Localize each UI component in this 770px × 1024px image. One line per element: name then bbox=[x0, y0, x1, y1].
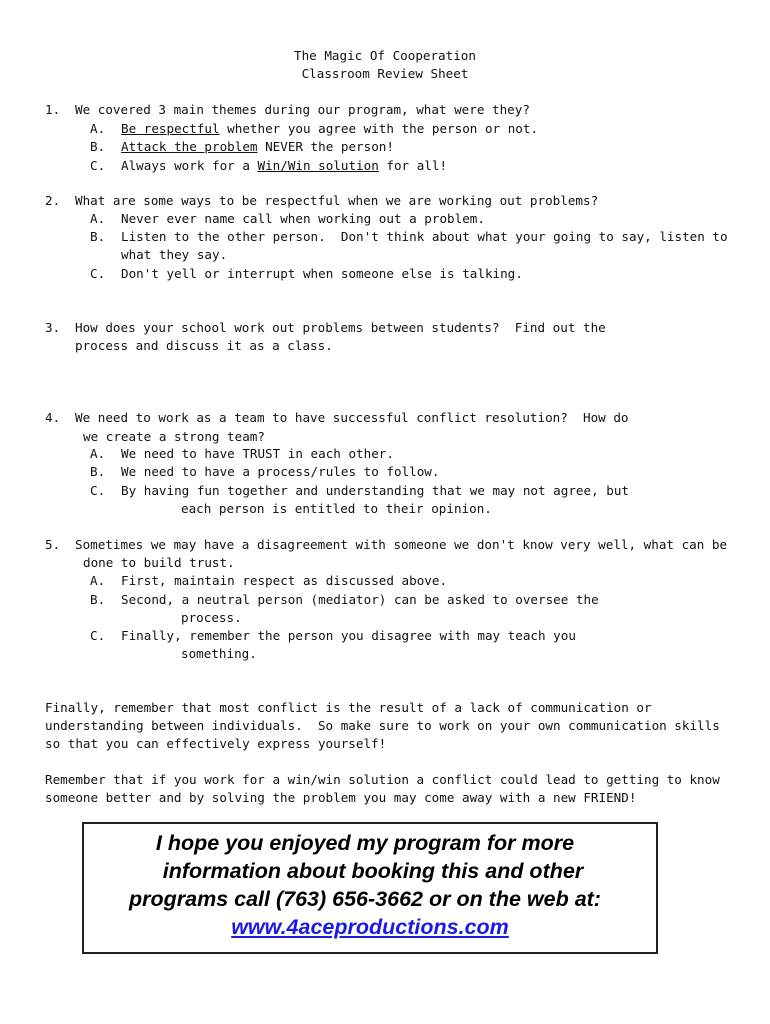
q4-c-cont: each person is entitled to their opinion. bbox=[181, 501, 492, 516]
promo-line: I hope you enjoyed my program for more bbox=[155, 831, 575, 855]
q2-b-cont: what they say. bbox=[121, 247, 228, 262]
q1-b-item bbox=[121, 138, 394, 156]
q2-c-letter: C. bbox=[90, 266, 106, 281]
q1-a-underlined: Be respectful bbox=[121, 121, 220, 136]
para2-line: someone better and by solving the problem you may come away with a new FRIEND! bbox=[45, 790, 637, 805]
q5-b-cont: process. bbox=[181, 610, 242, 625]
promo-line: programs call (763) 656-3662 or on the web at: bbox=[129, 887, 601, 911]
q2-a-text: Never ever name call when working out a problem. bbox=[121, 211, 485, 226]
q5-a-text: First, maintain respect as discussed above. bbox=[121, 573, 448, 588]
q1-a-rest: whether you agree with the person or not. bbox=[219, 121, 539, 136]
q4-c-letter: C. bbox=[90, 483, 106, 498]
q5-c-cont: something. bbox=[181, 646, 257, 661]
q2-c-text: Don't yell or interrupt when someone else is talking. bbox=[121, 266, 523, 281]
website-link[interactable]: www.4aceproductions.com bbox=[231, 915, 509, 939]
q2-text: What are some ways to be respectful when we are working out problems? bbox=[75, 193, 599, 208]
q1-text: We covered 3 main themes during our program, what were they? bbox=[75, 102, 530, 117]
promo-link-row bbox=[82, 913, 658, 941]
q3-number: 3. bbox=[45, 320, 61, 335]
q5-b-letter: B. bbox=[90, 592, 106, 607]
q2-a-letter: A. bbox=[90, 211, 106, 226]
q1-c-underlined: Win/Win solution bbox=[257, 158, 379, 173]
q4-b-letter: B. bbox=[90, 464, 106, 479]
q4-b-text: We need to have a process/rules to follow. bbox=[121, 464, 440, 479]
q5-cont: done to build trust. bbox=[83, 555, 235, 570]
para2-line: Remember that if you work for a win/win solution a conflict could lead to getting to know bbox=[45, 772, 720, 787]
q4-cont: we create a strong team? bbox=[83, 429, 265, 444]
para1-line: so that you can effectively express yourself! bbox=[45, 736, 387, 751]
q4-c-text: By having fun together and understanding that we may not agree, but bbox=[121, 483, 629, 498]
para1-line: Finally, remember that most conflict is the result of a lack of communication or bbox=[45, 700, 652, 715]
q4-a-text: We need to have TRUST in each other. bbox=[121, 446, 394, 461]
q3-text: How does your school work out problems between students? Find out the bbox=[75, 320, 606, 335]
q1-a-letter: A. bbox=[90, 121, 106, 136]
q2-b-text: Listen to the other person. Don't think about what your going to say, listen to bbox=[121, 229, 728, 244]
q1-b-letter: B. bbox=[90, 139, 106, 154]
q5-a-letter: A. bbox=[90, 573, 106, 588]
page-title: The Magic Of Cooperation bbox=[294, 48, 476, 63]
q5-number: 5. bbox=[45, 537, 61, 552]
q1-c-item bbox=[121, 157, 447, 175]
q3-cont: process and discuss it as a class. bbox=[75, 338, 333, 353]
q1-b-underlined: Attack the problem bbox=[121, 139, 258, 154]
q1-c-pre: Always work for a bbox=[121, 158, 258, 173]
q1-c-letter: C. bbox=[90, 158, 106, 173]
q5-c-letter: C. bbox=[90, 628, 106, 643]
q4-a-letter: A. bbox=[90, 446, 106, 461]
q2-b-letter: B. bbox=[90, 229, 106, 244]
q5-b-text: Second, a neutral person (mediator) can be asked to oversee the bbox=[121, 592, 599, 607]
q1-number: 1. bbox=[45, 102, 61, 117]
q1-a-item bbox=[121, 120, 538, 138]
page-subtitle: Classroom Review Sheet bbox=[301, 66, 469, 81]
q5-text: Sometimes we may have a disagreement with someone we don't know very well, what can be bbox=[75, 537, 728, 552]
q1-c-rest: for all! bbox=[378, 158, 448, 173]
q2-number: 2. bbox=[45, 193, 61, 208]
q4-number: 4. bbox=[45, 410, 61, 425]
q1-b-rest: NEVER the person! bbox=[257, 139, 394, 154]
promo-line: information about booking this and other bbox=[156, 859, 584, 883]
q5-c-text: Finally, remember the person you disagree with may teach you bbox=[121, 628, 576, 643]
q4-text: We need to work as a team to have successful conflict resolution? How do bbox=[75, 410, 629, 425]
para1-line: understanding between individuals. So make sure to work on your own communication skills bbox=[45, 718, 720, 733]
